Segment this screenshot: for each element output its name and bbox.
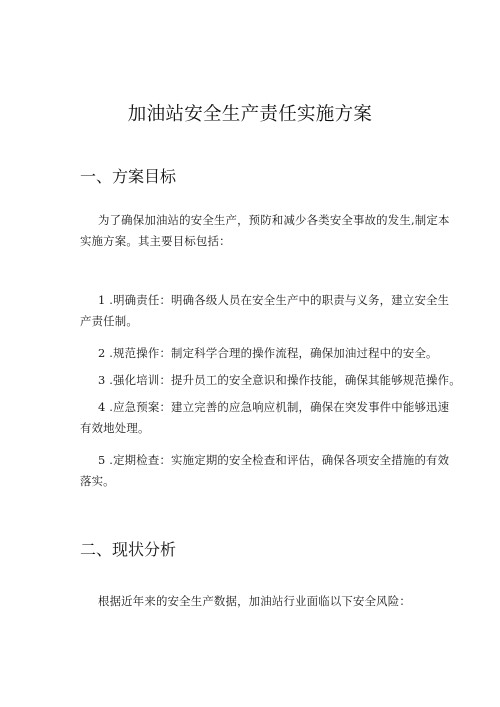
goal-item-4-line-2: 有效地处理。 bbox=[80, 421, 150, 435]
goal-item-2-line-1: 2 .规范操作：制定科学合理的操作流程，确保加油过程中的安全。 bbox=[98, 346, 438, 360]
document-title: 加油站安全生产责任实施方案 bbox=[127, 104, 373, 125]
goal-item-1 bbox=[80, 290, 468, 332]
goal-item-2 bbox=[98, 343, 468, 364]
section-heading-goals: 一、方案目标 bbox=[80, 167, 177, 186]
goals-intro-paragraph bbox=[80, 210, 468, 252]
goals-intro-line-1: 为了确保加油站的安全生产，预防和减少各类安全事故的发生,制定本 bbox=[98, 213, 450, 227]
goals-intro-line-2: 实施方案。其主要目标包括： bbox=[80, 234, 231, 248]
goal-item-3-line-1: 3 .强化培训：提升员工的安全意识和操作技能，确保其能够规范操作。 bbox=[98, 373, 461, 387]
goal-item-1-line-1: 1 .明确责任：明确各级人员在安全生产中的职责与义务，建立安全生 bbox=[98, 293, 450, 307]
goal-item-5-line-1: 5 .定期检查：实施定期的安全检查和评估，确保各项安全措施的有效 bbox=[98, 453, 450, 467]
goal-item-4-line-1: 4 .应急预案：建立完善的应急响应机制，确保在突发事件中能够迅速 bbox=[98, 400, 450, 414]
analysis-intro-line-1: 根据近年来的安全生产数据，加油站行业面临以下安全风险： bbox=[98, 594, 411, 608]
analysis-intro-paragraph bbox=[98, 591, 468, 612]
goal-item-5 bbox=[80, 450, 468, 492]
goal-item-3 bbox=[98, 370, 468, 391]
goal-item-1-line-2: 产责任制。 bbox=[80, 314, 138, 328]
goal-item-4 bbox=[80, 397, 468, 439]
goal-item-5-line-2: 落实。 bbox=[80, 474, 115, 488]
section-heading-analysis: 二、现状分析 bbox=[80, 540, 177, 559]
